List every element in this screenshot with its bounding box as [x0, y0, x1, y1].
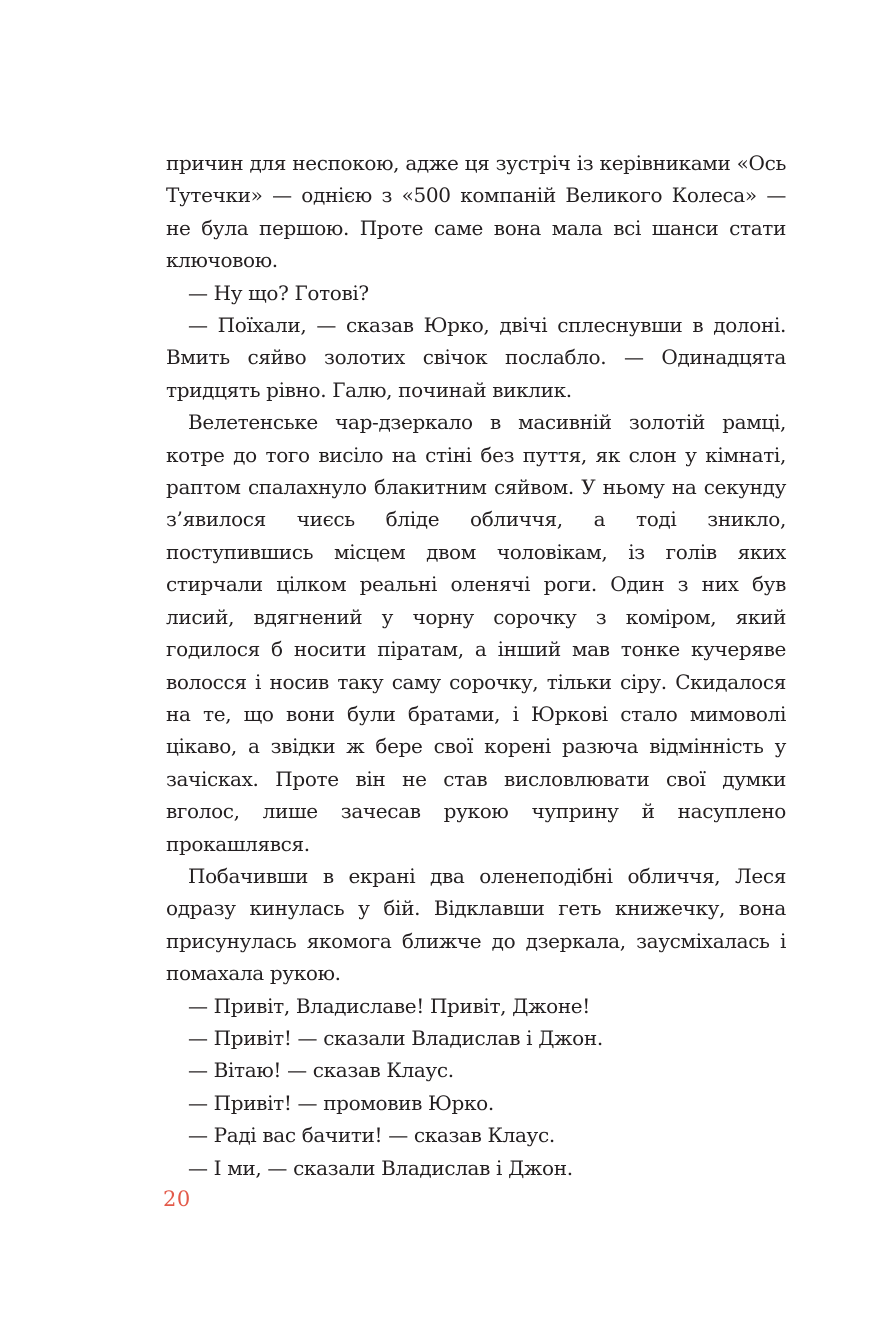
dialog-line: — Привіт! — сказали Владислав і Джон. [188, 1025, 603, 1050]
paragraph-continuation: причин для неспокою, адже ця зустріч із керівниками «Ось Тутечки» — однією з «500 компаній Великого Колеса» — не була першою. Проте саме вона мала всі шанси стати ключовою. [166, 151, 786, 273]
dialog-line: — Ну що? Готові? [188, 280, 369, 305]
dialog-line: — Привіт, Владиславе! Привіт, Джоне! [188, 993, 590, 1018]
dialog-line: — Привіт! — промовив Юрко. [188, 1090, 494, 1115]
dialog-line: — Раді вас бачити! — сказав Клаус. [188, 1123, 555, 1148]
narrative-paragraph: Велетенське чар-дзеркало в масивній золотій рамці, котре до того висіло на стіні без пуття, як слон у кімнаті, раптом спалахнуло блакитним сяйвом. У ньому на секунду з’явилося чиєсь бліде обличчя, а тоді зникло, поступившись місцем двом чоловікам, із голів яких стирчали цілком реальні оленячі роги. Один з них був лисий, вдягнений у чорну сорочку з коміром, який годилося б носити піратам, а інший мав тонке кучеряве волосся і носив таку саму сорочку, тільки сіру. Скидалося на те, що вони були братами, і Юркові стало мимоволі цікаво, а звідки ж бере свої корені разюча відмінність у зачісках. Проте він не став висловлювати свої думки вголос, лише зачесав рукою чуприну й насуплено прокашлявся. [166, 410, 786, 856]
page-number: 20 [163, 1187, 191, 1211]
narrative-paragraph: Побачивши в екрані два оленеподібні обличчя, Леся одразу кинулась у бій. Відклавши геть книжечку, вона присунулась якомога ближче до дзеркала, заусміхалась і помахала рукою. [166, 863, 786, 986]
book-page-text [166, 147, 786, 1184]
dialog-paragraph: — Поїхали, — сказав Юрко, двічі сплеснувши в долоні. Вмить сяйво золотих свічок послабло. — Одинадцята тридцять рівно. Галю, починай виклик. [166, 313, 786, 402]
dialog-line: — Вітаю! — сказав Клаус. [188, 1058, 454, 1083]
dialog-line: — І ми, — сказали Владислав і Джон. [188, 1155, 573, 1180]
